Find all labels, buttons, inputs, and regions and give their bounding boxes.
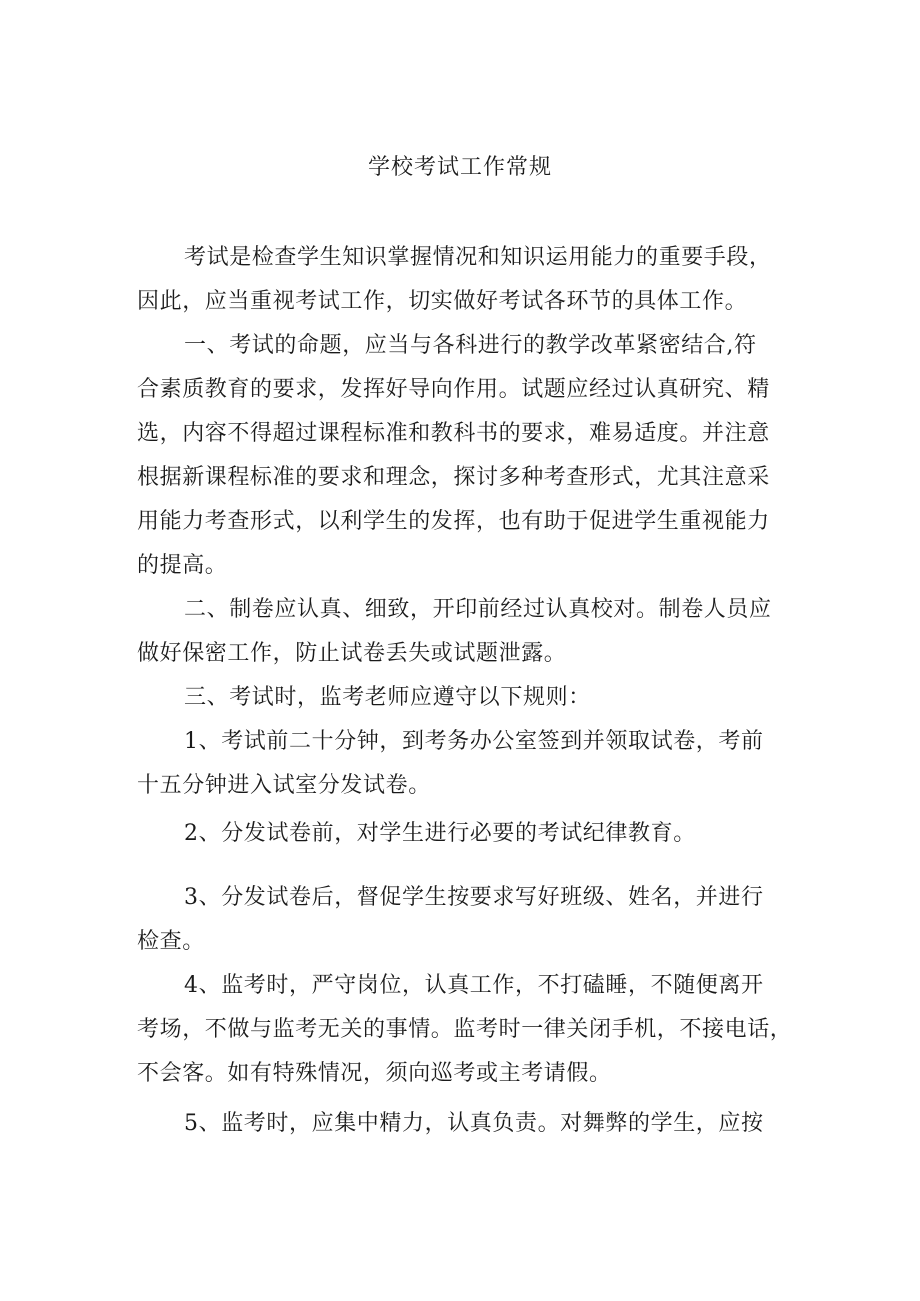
paragraph-line: 检查。 — [137, 929, 205, 954]
paragraph-line: 2、分发试卷前，对学生进行必要的考试纪律教育。 — [184, 821, 696, 846]
paragraph-line: 二、制卷应认真、细致，开印前经过认真校对。制卷人员应 — [184, 597, 772, 622]
paragraph-line: 做好保密工作，防止试卷丢失或试题泄露。 — [137, 641, 567, 666]
paragraph-line: 用能力考查形式，以利学生的发挥，也有助于促进学生重视能力 — [137, 509, 770, 534]
document-title: 学校考试工作常规 — [367, 155, 552, 180]
paragraph-line: 不会客。如有特殊情况，须向巡考或主考请假。 — [137, 1061, 612, 1086]
paragraph-line: 考试是检查学生知识掌握情况和知识运用能力的重要手段， — [184, 245, 772, 270]
paragraph-line: 3、分发试卷后，督促学生按要求写好班级、姓名，并进行 — [184, 885, 764, 910]
paragraph-line: 4、监考时，严守岗位，认真工作，不打磕睡，不随便离开 — [184, 973, 764, 998]
paragraph-line: 考场，不做与监考无关的事情。监考时一律关闭手机，不接电话， — [137, 1017, 793, 1042]
paragraph-line: 十五分钟进入试室分发试卷。 — [137, 773, 431, 798]
paragraph-line: 5、监考时，应集中精力，认真负责。对舞弊的学生，应按 — [184, 1111, 764, 1136]
paragraph-line: 的提高。 — [137, 553, 228, 578]
paragraph-line: 合素质教育的要求，发挥好导向作用。试题应经过认真研究、精 — [137, 377, 770, 402]
paragraph-line: 选，内容不得超过课程标准和教科书的要求，难易适度。并注意 — [137, 421, 770, 446]
paragraph-line: 1、考试前二十分钟，到考务办公室签到并领取试卷，考前 — [184, 729, 764, 754]
paragraph-line: 因此，应当重视考试工作，切实做好考试各环节的具体工作。 — [137, 289, 748, 314]
paragraph-line: 一、考试的命题，应当与各科进行的教学改革紧密结合,符 — [184, 333, 757, 358]
paragraph-line: 三、考试时，监考老师应遵守以下规则： — [184, 685, 591, 710]
paragraph-line: 根据新课程标准的要求和理念，探讨多种考查形式，尤其注意采 — [137, 465, 770, 490]
